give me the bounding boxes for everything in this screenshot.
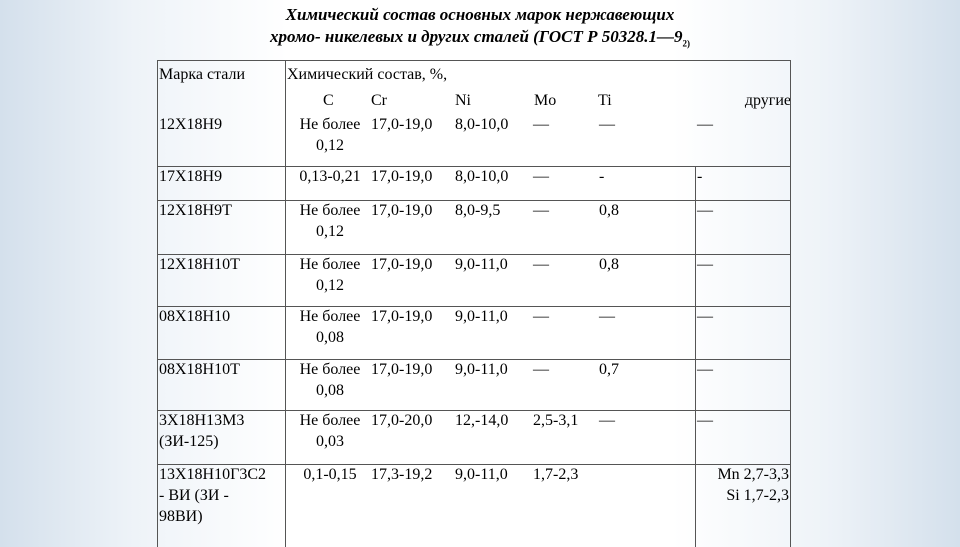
carbon-line: 0,12 [316, 137, 344, 154]
row-grade [159, 359, 240, 380]
grade-line: 08Х18Н10Т [159, 361, 240, 378]
carbon-line: 0,12 [316, 277, 344, 294]
row-carbon [290, 200, 370, 242]
row-carbon [290, 114, 370, 156]
row-carbon [290, 410, 370, 452]
row-grade [159, 166, 222, 187]
row-nickel: 12,-14,0 [455, 412, 509, 429]
row-titanium: — [599, 412, 615, 429]
row-carbon [290, 254, 370, 296]
row-other [697, 200, 713, 221]
carbon-line: 0,08 [316, 329, 344, 346]
title-line-1: Химический состав основных марок нержавеющих [285, 5, 675, 24]
other-line: — [697, 202, 713, 219]
row-nickel: 9,0-11,0 [455, 466, 508, 483]
row-grade [159, 464, 266, 527]
grade-line: 12Х18Н9Т [159, 202, 232, 219]
row-grade [159, 254, 240, 275]
carbon-line: 0,03 [316, 433, 344, 450]
row-other [717, 464, 789, 506]
row-chromium: 17,0-20,0 [371, 412, 433, 429]
row-molybdenum: — [533, 202, 549, 219]
other-line: — [697, 361, 713, 378]
row-chromium: 17,0-19,0 [371, 256, 433, 273]
row-chromium: 17,0-19,0 [371, 168, 433, 185]
table-border-right [790, 61, 791, 547]
row-carbon [290, 464, 370, 485]
row-carbon [290, 166, 370, 187]
row-titanium: 0,8 [599, 202, 619, 219]
grade-line: 12Х18Н9 [159, 116, 223, 133]
row-carbon [290, 306, 370, 348]
carbon-line: Не более [299, 308, 361, 325]
row-titanium: — [599, 116, 615, 133]
grade-line: (ЗИ-125) [159, 433, 219, 450]
carbon-line: 0,08 [316, 382, 344, 399]
row-chromium: 17,0-19,0 [371, 308, 433, 325]
grade-line: 13Х18Н10Г3С2 [159, 466, 267, 483]
row-nickel: 8,0-10,0 [455, 116, 509, 133]
row-molybdenum: — [533, 256, 549, 273]
row-molybdenum: — [533, 308, 549, 325]
header-ni: Ni [455, 92, 471, 109]
header-grade: Марка стали [159, 66, 246, 83]
grade-line: 17Х18Н9 [159, 168, 223, 185]
page-title [0, 4, 960, 54]
other-line: — [697, 256, 713, 273]
row-nickel: 9,0-11,0 [455, 256, 508, 273]
column-divider-grade [285, 61, 286, 547]
row-chromium: 17,0-19,0 [371, 202, 433, 219]
row-other [697, 306, 713, 327]
row-other [697, 359, 713, 380]
row-titanium: - [599, 168, 605, 185]
title-line-2-text: хромо- никелевых и других сталей (ГОСТ Р 50328.1—9 [270, 27, 683, 46]
title-line-2 [0, 26, 960, 54]
other-line: - [697, 168, 703, 185]
row-molybdenum: — [533, 116, 549, 133]
title-line-2-sub: 2) [682, 38, 690, 49]
row-nickel: 9,0-11,0 [455, 308, 508, 325]
row-molybdenum: 1,7-2,3 [533, 466, 579, 483]
row-other [697, 166, 702, 187]
grade-line: 98ВИ) [159, 508, 203, 525]
carbon-line: Не более [299, 202, 361, 219]
row-chromium: 17,0-19,0 [371, 361, 433, 378]
grade-line: 3Х18Н13М3 [159, 412, 245, 429]
composition-table [157, 60, 791, 547]
row-molybdenum: — [533, 168, 549, 185]
row-nickel: 9,0-11,0 [455, 361, 508, 378]
row-titanium: 0,7 [599, 361, 619, 378]
header-c: C [323, 92, 334, 109]
carbon-line: Не более [299, 256, 361, 273]
other-line: Si 1,7-2,3 [726, 487, 789, 504]
header-composition: Химический состав, %, [287, 66, 448, 83]
carbon-line: 0,1-0,15 [303, 466, 357, 483]
carbon-line: Не более [299, 361, 361, 378]
row-other [697, 410, 713, 431]
row-chromium: 17,0-19,0 [371, 116, 433, 133]
row-grade [159, 200, 232, 221]
row-grade [159, 306, 230, 327]
carbon-line: 0,12 [316, 223, 344, 240]
other-line: — [697, 308, 713, 325]
table-border-left [157, 61, 158, 547]
grade-line: 08Х18Н10 [159, 308, 231, 325]
row-nickel: 8,0-10,0 [455, 168, 509, 185]
row-other [697, 114, 713, 135]
row-molybdenum: — [533, 361, 549, 378]
header-mo: Mo [534, 92, 557, 109]
other-line: Mn 2,7-3,3 [717, 466, 789, 483]
row-titanium: 0,8 [599, 256, 619, 273]
row-other [697, 254, 713, 275]
header-other: другие [744, 92, 791, 109]
row-titanium: — [599, 308, 615, 325]
row-grade [159, 114, 222, 135]
column-divider-other [695, 166, 696, 547]
carbon-line: 0,13-0,21 [299, 168, 361, 185]
row-chromium: 17,3-19,2 [371, 466, 433, 483]
other-line: — [697, 116, 713, 133]
row-molybdenum: 2,5-3,1 [533, 412, 579, 429]
header-cr: Cr [371, 92, 387, 109]
row-grade [159, 410, 244, 452]
row-nickel: 8,0-9,5 [455, 202, 501, 219]
carbon-line: Не более [299, 412, 361, 429]
grade-line: 12Х18Н10Т [159, 256, 240, 273]
header-ti: Ti [598, 92, 612, 109]
carbon-line: Не более [299, 116, 361, 133]
row-carbon [290, 359, 370, 401]
other-line: — [697, 412, 713, 429]
grade-line: - ВИ (ЗИ - [159, 487, 229, 504]
